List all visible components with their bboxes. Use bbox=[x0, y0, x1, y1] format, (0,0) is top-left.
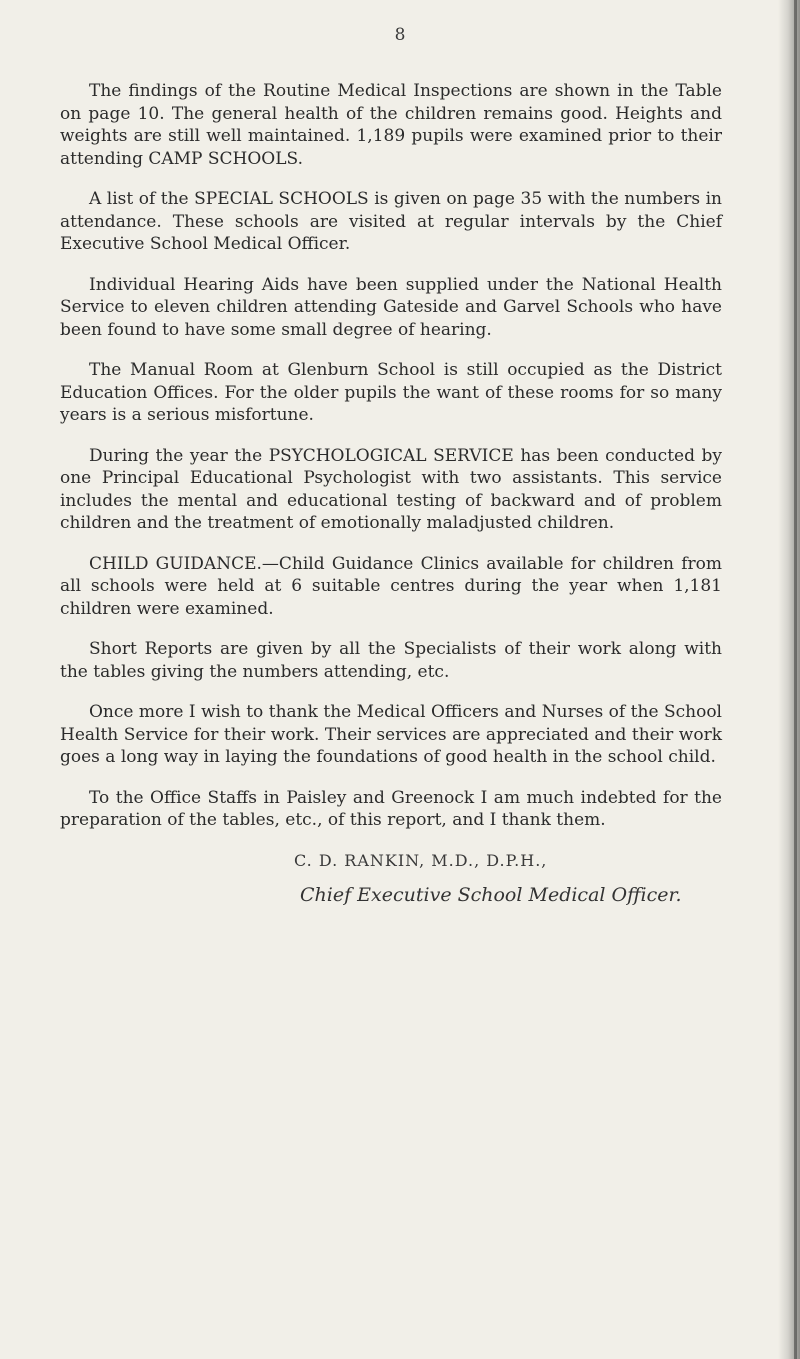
signature-name: C. D. RANKIN, M.D., D.P.H., bbox=[294, 850, 548, 870]
paragraph-psychological-service: During the year the PSYCHOLOGICAL SERVICE has been conducted by one Principal Educational Psychologist with two assistants. This service includes the mental and educational testing of backward and of problem children and the treatment of emotionally maladjusted children. bbox=[60, 445, 722, 533]
page-edge-line bbox=[794, 0, 797, 1359]
signature-title: Chief Executive School Medical Officer. bbox=[300, 883, 682, 906]
paragraph-routine-inspections: The findings of the Routine Medical Inspections are shown in the Table on page 10. The general health of the children remains good. Heights and weights are still well maintained. 1,189 pupils were examined prior to their attending CAMP SCHOOLS. bbox=[60, 81, 722, 169]
paragraph-hearing-aids: Individual Hearing Aids have been supplied under the National Health Service to eleven children attending Gateside and Garvel Schools who have been found to have some small degree of hearing. bbox=[60, 274, 722, 340]
paragraph-manual-room: The Manual Room at Glenburn School is still occupied as the District Education Offices. For the older pupils the want of these rooms for so many years is a serious misfortune. bbox=[60, 360, 722, 425]
paragraph-office-staffs: To the Office Staffs in Paisley and Greenock I am much indebted for the preparation of the tables, etc., of this report, and I thank them. bbox=[60, 787, 722, 830]
paragraph-child-guidance: CHILD GUIDANCE.—Child Guidance Clinics available for children from all schools were held at 6 suitable centres during the year when 1,181 children were examined. bbox=[60, 553, 722, 619]
body-text bbox=[60, 80, 722, 906]
page-number: 8 bbox=[394, 25, 406, 45]
paragraph-thanks-staff: Once more I wish to thank the Medical Officers and Nurses of the School Health Service for their work. Their services are appreciated and their work goes a long way in laying the foundations of good health in the school child. bbox=[60, 702, 722, 767]
paragraph-special-schools: A list of the SPECIAL SCHOOLS is given on page 35 with the numbers in attendance. These schools are visited at regular intervals by the Chief Executive School Medical Officer. bbox=[60, 189, 722, 254]
signature-block bbox=[60, 850, 722, 907]
paragraph-short-reports: Short Reports are given by all the Specialists of their work along with the tables giving the numbers attending, etc. bbox=[60, 639, 722, 682]
